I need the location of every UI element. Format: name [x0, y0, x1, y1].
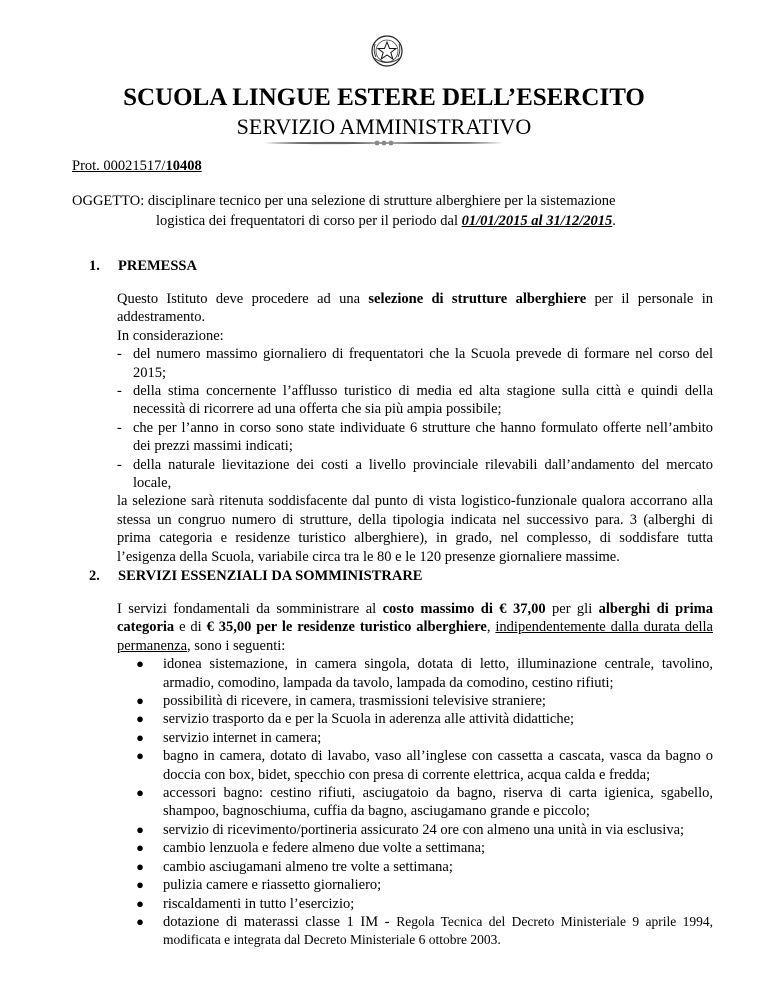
- section-1-conclusion: la selezione sarà ritenuta soddisfacente dal punto di vista logistico-funzionale qualora accorrano alla stessa un congruo numero di strutture, della tipologia indicata nel successivo para. 3 (alberghi di prima categoria e residenze turistico alberghiere), in grado, nel complesso, di soddisfare tutta l’esigenza della Scuola, variabile circa tra le 80 e le 120 presenze giornaliere massime.: [117, 493, 713, 565]
- list-item: ● cambio asciugamani almeno tre volte a settimana;: [136, 858, 453, 875]
- section-1-intro: Questo Istituto deve procedere ad una selezione di strutture alberghiere per il personale in addestramento.: [117, 291, 713, 326]
- list-item: ● accessori bagno: cestino rifiuti, asciugatoio da bagno, riserva di carta igienica, sgabello, shampoo, bagnoschiuma, cuffia da bagno, asciugamano grande e piccolo;: [136, 785, 713, 820]
- section-2-heading: 2. SERVIZI ESSENZIALI DA SOMMINISTRARE: [89, 568, 423, 584]
- office-subtitle: SERVIZIO AMMINISTRATIVO: [236, 114, 532, 139]
- subject-line1: disciplinare tecnico per una selezione di strutture alberghiere per la sistemazione: [147, 193, 616, 209]
- subject-label: OGGETTO:: [72, 193, 145, 209]
- section-1-heading: 1. PREMESSA: [89, 258, 197, 274]
- list-item: - della naturale lievitazione dei costi a livello provinciale rilevabili dall’andamento del mercato locale,: [117, 456, 713, 492]
- subject: OGGETTO: disciplinare tecnico per una selezione di strutture alberghiere per la sistemazione logistica dei frequentatori di corso per il periodo dal 01/01/2015 al 31/12/2015.: [72, 193, 616, 229]
- section-2-body: [117, 600, 713, 950]
- subject-line2: logistica dei frequentatori di corso per il periodo dal: [156, 213, 462, 229]
- list-item: ● idonea sistemazione, in camera singola, dotata di letto, illuminazione centrale, tavolino, armadio, comodino, lampada da tavolo, lampada da comodino, cestino rifiuti;: [136, 656, 713, 691]
- list-item: - della stima concernente l’afflusso turistico di media ed alta stagione sulla città e quindi della necessità di ricorrere ad una offerta che sia più ampia possibile;: [117, 383, 713, 418]
- protocol-prefix: Prot. 00021517/: [72, 158, 166, 174]
- list-item: ● servizio internet in camera;: [136, 729, 322, 746]
- list-item: ● riscaldamenti in tutto l’esercizio;: [136, 895, 355, 912]
- list-item: ● cambio lenzuola e federe almeno due volte a settimana;: [136, 840, 486, 857]
- protocol-number: [72, 158, 202, 175]
- section-2-intro: I servizi fondamentali da somministrare al costo massimo di € 37,00 per gli alberghi di prima categoria e di € 35,00 per le residenze turistico alberghiere, indipendentemente dalla durata della permanenza, sono i seguenti:: [117, 601, 713, 654]
- list-item: ● servizio di ricevimento/portineria assicurato 24 ore con almeno una unità in via esclusiva;: [136, 821, 685, 838]
- consideration-label: In considerazione:: [117, 327, 224, 344]
- protocol-id: 10408: [165, 158, 202, 174]
- list-item: ● servizio trasporto da e per la Scuola in aderenza alle attività didattiche;: [136, 711, 575, 728]
- services-list: [117, 655, 713, 950]
- school-title: SCUOLA LINGUE ESTERE DELL’ESERCITO: [123, 84, 645, 111]
- section-1-body: [117, 290, 713, 566]
- list-item: ● pulizia camere e riassetto giornaliero;: [136, 877, 382, 894]
- republic-emblem-icon: [370, 34, 404, 68]
- decorative-divider: [264, 140, 504, 146]
- list-item: - che per l’anno in corso sono state individuate 6 strutture che hanno formulato offerte nell’ambito dei prezzi massimi indicati;: [117, 419, 713, 455]
- list-item: - del numero massimo giornaliero di frequentatori che la Scuola prevede di formare nel corso del 2015;: [117, 346, 713, 381]
- subject-period: 01/01/2015 al 31/12/2015: [461, 213, 613, 229]
- list-item: ● possibilità di ricevere, in camera, trasmissioni televisive straniere;: [136, 693, 546, 710]
- list-item: ● bagno in camera, dotato di lavabo, vaso all’inglese con cassetta a cascata, vasca da bagno o doccia con box, bidet, specchio con presa di corrente elettrica, acqua calda e fredda;: [136, 748, 713, 783]
- list-item: ● dotazione di materassi classe 1 IM - Regola Tecnica del Decreto Ministeriale 9 aprile 1994, modificata e integrata dal Decreto Ministeriale 6 ottobre 2003.: [136, 913, 713, 948]
